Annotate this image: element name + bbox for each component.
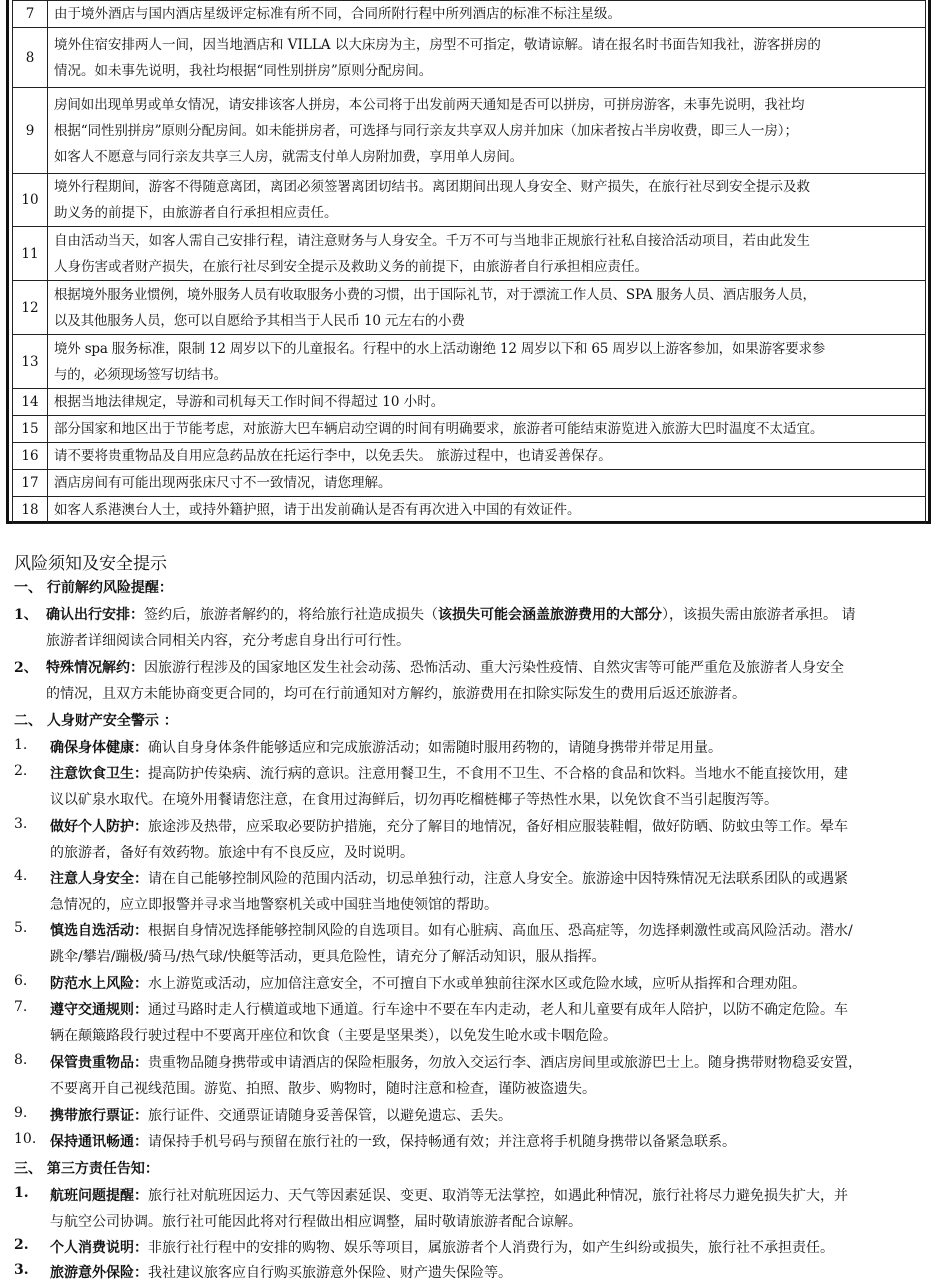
row-text: 根据境外服务业惯例，境外服务人员有收取服务小费的习惯，出于国际礼节，对于漂流工作人员、SPA 服务人员、酒店服务人员， 以及其他服务人员，您可以自愿给予其相当于人民币 10 元左右的小费: [48, 281, 926, 335]
row-number: 15: [13, 416, 48, 443]
item-number: 1.: [14, 1185, 29, 1201]
row-number: 10: [13, 174, 48, 227]
row-text: 境外住宿安排两人一间，因当地酒店和 VILLA 以大床房为主，房型不可指定，敬请谅解。请在报名时书面告知我社，游客拼房的 情况。如未事先说明，我社均根据“同性别拼房”原则分配房间。: [48, 28, 926, 88]
row-text: 部分国家和地区出于节能考虑，对旅游大巴车辆启动空调的时间有明确要求，旅游者可能结束游览进入旅游大巴时温度不太适宜。: [48, 416, 926, 443]
table-row: [13, 335, 926, 389]
item-text-cont: 辆在颠簸路段行驶过程中不要离开座位和饮食（主要是坚果类），以免发生呛水或卡咽危险。: [50, 1028, 617, 1044]
row-text: 自由活动当天，如客人需自己安排行程，请注意财务与人身安全。千万不可与当地非正规旅行社私自接洽活动项目，若由此发生 人身伤害或者财产损失，在旅行社尽到安全提示及救助义务的前提下，由旅游者自行承担相应责任。: [48, 227, 926, 281]
row-text: 根据当地法律规定，导游和司机每天工作时间不得超过 10 小时。: [48, 389, 926, 416]
section-heading-3: 三、 第三方责任告知：: [14, 1161, 159, 1177]
item-text: 遵守交通规则：通过马路时走人行横道或地下通道。行车途中不要在车内走动，老人和儿童要有成年人陪护，以防不确定危险。车: [50, 1002, 848, 1018]
notes-table-frame: [6, 0, 931, 524]
item-text: 个人消费说明：非旅行社行程中的安排的购物、娱乐等项目，属旅游者个人消费行为，如产生纠纷或损失，旅行社不承担责任。: [50, 1240, 834, 1256]
item-number: 5.: [14, 920, 28, 936]
row-number: 11: [13, 227, 48, 281]
item-number: 3.: [14, 816, 28, 832]
item-text: 确认出行安排：签约后，旅游者解约的，将给旅行社造成损失（该损失可能会涵盖旅游费用的大部分），该损失需由旅游者承担。 请: [46, 607, 856, 623]
row-text: 请不要将贵重物品及自用应急药品放在托运行李中，以免丢失。 旅游过程中，也请妥善保存。: [48, 443, 926, 470]
item-number: 8.: [14, 1052, 28, 1068]
item-number: 9.: [14, 1105, 28, 1121]
item-text: 确保身体健康：确认自身身体条件能够适应和完成旅游活动；如需随时服用药物的，请随身携带并带足用量。: [50, 740, 722, 756]
item-number: 3.: [14, 1262, 29, 1278]
item-number: 6.: [14, 973, 28, 989]
item-number: 2.: [14, 763, 28, 779]
item-number: 7.: [14, 999, 28, 1015]
table-row: [13, 443, 926, 470]
notes-table: [12, 0, 926, 524]
table-row: [13, 227, 926, 281]
row-text: 酒店房间有可能出现两张床尺寸不一致情况，请您理解。: [48, 470, 926, 497]
item-text: 做好个人防护：旅途涉及热带，应采取必要防护措施，充分了解目的地情况，备好相应服装鞋帽，做好防晒、防蚊虫等工作。晕车: [50, 819, 848, 835]
row-number: 16: [13, 443, 48, 470]
item-text-cont: 急情况的，应立即报警并寻求当地警察机关或中国驻当地使领馆的帮助。: [50, 897, 498, 913]
table-row: [13, 416, 926, 443]
row-text: 如客人系港澳台人士，或持外籍护照，请于出发前确认是否有再次进入中国的有效证件。: [48, 497, 926, 524]
item-text-cont: 的情况，且双方未能协商变更合同的，均可在行前通知对方解约，旅游费用在扣除实际发生的费用后返还旅游者。: [46, 686, 746, 702]
risk-section-title: 风险须知及安全提示: [14, 554, 167, 574]
item-text: 慎选自选活动：根据自身情况选择能够控制风险的自选项目。如有心脏病、高血压、恐高症等，勿选择刺激性或高风险活动。潜水/: [50, 923, 853, 939]
row-number: 14: [13, 389, 48, 416]
row-number: 9: [13, 88, 48, 174]
item-text-cont: 与航空公司协调。旅行社可能因此将对行程做出相应调整，届时敬请旅游者配合谅解。: [50, 1214, 582, 1230]
item-text: 保持通讯畅通：请保持手机号码与预留在旅行社的一致，保持畅通有效；并注意将手机随身携带以备紧急联系。: [50, 1134, 736, 1150]
item-number: 4.: [14, 868, 28, 884]
item-text: 旅游意外保险：我社建议旅客应自行购买旅游意外保险、财产遗失保险等。: [50, 1265, 512, 1281]
section-heading-2: 二、 人身财产安全警示 ：: [14, 713, 178, 729]
table-row: [13, 1, 926, 28]
table-row: [13, 470, 926, 497]
row-number: 8: [13, 28, 48, 88]
item-text-cont: 跳伞/攀岩/蹦极/骑马/热气球/快艇等活动，更具危险性，请充分了解活动知识，服从指挥。: [50, 949, 606, 965]
item-text: 航班问题提醒：旅行社对航班因运力、天气等因素延误、变更、取消等无法掌控，如遇此种情况，旅行社将尽力避免损失扩大，并: [50, 1188, 848, 1204]
item-text-cont: 旅游者详细阅读合同相关内容，充分考虑自身出行可行性。: [46, 633, 410, 649]
row-number: 17: [13, 470, 48, 497]
section-heading-1: 一、 行前解约风险提醒：: [14, 580, 173, 596]
table-row: [13, 28, 926, 88]
row-number: 18: [13, 497, 48, 524]
row-number: 13: [13, 335, 48, 389]
item-text: 携带旅行票证：旅行证件、交通票证请随身妥善保管，以避免遗忘、丢失。: [50, 1108, 512, 1124]
item-number: 10.: [14, 1131, 37, 1147]
table-row: [13, 88, 926, 174]
item-text-cont: 不要离开自己视线范围。游览、拍照、散步、购物时，随时注意和检查，谨防被盗遗失。: [50, 1081, 596, 1097]
item-number: 2.: [14, 1237, 29, 1253]
item-text: 特殊情况解约：因旅游行程涉及的国家地区发生社会动荡、恐怖活动、重大污染性疫情、自然灾害等可能严重危及旅游者人身安全: [46, 660, 844, 676]
item-text: 防范水上风险：水上游览或活动，应加倍注意安全，不可擅自下水或单独前往深水区或危险水域，应听从指挥和合理劝阻。: [50, 976, 806, 992]
item-text: 注意饮食卫生：提高防护传染病、流行病的意识。注意用餐卫生，不食用不卫生、不合格的食品和饮料。当地水不能直接饮用，建: [50, 766, 848, 782]
item-text-cont: 的旅游者，备好有效药物。旅途中有不良反应，及时说明。: [50, 845, 414, 861]
row-text: 房间如出现单男或单女情况，请安排该客人拼房，本公司将于出发前两天通知是否可以拼房，可拼房游客，未事先说明，我社均 根据“同性别拼房”原则分配房间。如未能拼房者，可选择与同行亲友共享双人房并加床（加床者按占半房收费，即三人一房）； 如客人不愿意与同行亲友共享三人房，就需支付单人房附加费，享用单人房间。: [48, 88, 926, 174]
item-number: 1、: [14, 607, 38, 623]
item-text-cont: 议以矿泉水取代。在境外用餐请您注意，在食用过海鲜后，切勿再吃榴梿椰子等热性水果，以免饮食不当引起腹泻等。: [50, 792, 778, 808]
item-text: 注意人身安全：请在自己能够控制风险的范围内活动，切忌单独行动，注意人身安全。旅游途中因特殊情况无法联系团队的或遇紧: [50, 871, 848, 887]
table-row: [13, 389, 926, 416]
row-text: 由于境外酒店与国内酒店星级评定标准有所不同，合同所附行程中所列酒店的标准不标注星级。: [48, 1, 926, 28]
row-number: 12: [13, 281, 48, 335]
item-text: 保管贵重物品：贵重物品随身携带或申请酒店的保险柜服务，勿放入交运行李、酒店房间里或旅游巴士上。随身携带财物稳妥安置，: [50, 1055, 862, 1071]
table-row: [13, 174, 926, 227]
row-number: 7: [13, 1, 48, 28]
table-row: [13, 281, 926, 335]
row-text: 境外 spa 服务标准，限制 12 周岁以下的儿童报名。行程中的水上活动谢绝 12 周岁以下和 65 周岁以上游客参加，如果游客要求参 与的，必须现场签写切结书。: [48, 335, 926, 389]
item-number: 1.: [14, 737, 28, 753]
row-text: 境外行程期间，游客不得随意离团，离团必须签署离团切结书。离团期间出现人身安全、财产损失，在旅行社尽到安全提示及救 助义务的前提下，由旅游者自行承担相应责任。: [48, 174, 926, 227]
table-row: [13, 497, 926, 524]
item-number: 2、: [14, 660, 38, 676]
